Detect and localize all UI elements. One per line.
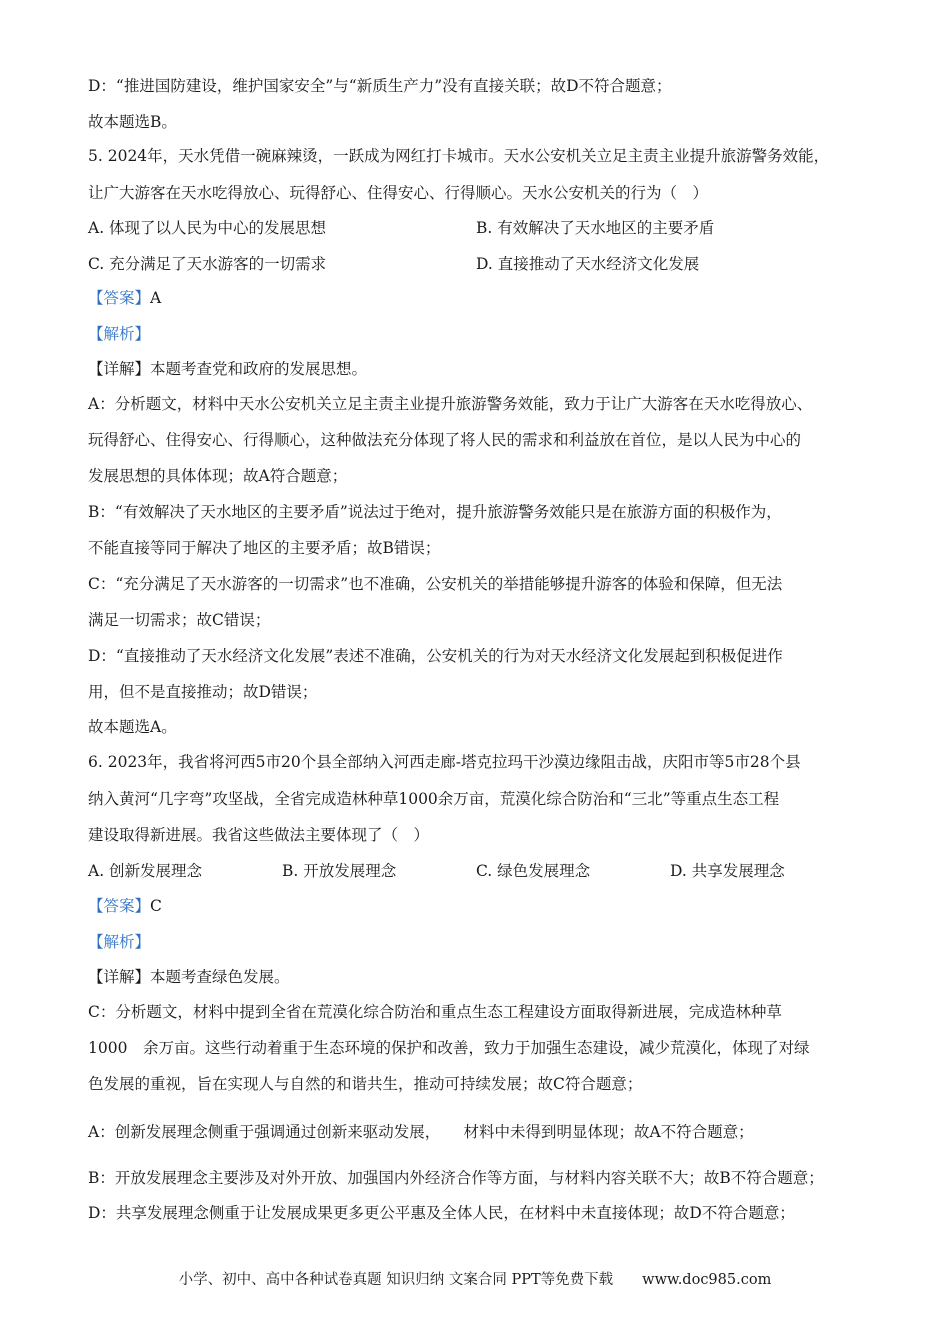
- q6-stem-line-3: 建设取得新进展。我省这些做法主要体现了（ ）: [88, 826, 430, 844]
- q6-detail: [88, 967, 290, 987]
- q5-body-line: B：“有效解决了天水地区的主要矛盾”说法过于绝对，提升旅游警务效能只是在旅游方面的积极作为，: [88, 503, 782, 521]
- prev-conclusion: 故本题选B。: [88, 113, 177, 131]
- q5-body-line: C：“充分满足了天水游客的一切需求”也不准确，公安机关的举措能够提升游客的体验和保障，但无法: [88, 575, 783, 593]
- page-footer: 小学、初中、高中各种试卷真题 知识归纳 文案合同 PPT等免费下载 www.doc985.com: [178, 1272, 772, 1288]
- q5-body-line: 不能直接等同于解决了地区的主要矛盾；故B错误；: [88, 539, 441, 557]
- q5-option-a: A. 体现了以人民为中心的发展思想: [88, 219, 327, 237]
- detail-tag: 【详解】: [88, 968, 151, 986]
- q5-stem-line-2: 让广大游客在天水吃得放心、玩得舒心、住得安心、行得顺心。天水公安机关的行为（ ）: [88, 184, 709, 202]
- q6-body-line: D：共享发展理念侧重于让发展成果更多更公平惠及全体人民，在材料中未直接体现；故D不符合题意；: [88, 1204, 795, 1222]
- q6-stem-line-2: 纳入黄河“几字弯”攻坚战，全省完成造林种草1000余万亩，荒漠化综合防治和“三北”等重点生态工程: [88, 790, 780, 808]
- q5-option-b: B. 有效解决了天水地区的主要矛盾: [476, 219, 715, 237]
- q6-body-line: B：开放发展理念主要涉及对外开放、加强国内外经济合作等方面，与材料内容关联不大；故B不符合题意；: [88, 1169, 824, 1187]
- q6-body-line: C：分析题文，材料中提到全省在荒漠化综合防治和重点生态工程建设方面取得新进展，完成造林种草: [88, 1003, 782, 1021]
- analysis-tag: 【解析】: [88, 933, 151, 951]
- q6-option-b: B. 开放发展理念: [282, 862, 397, 880]
- q6-body-line: A：创新发展理念侧重于强调通过创新来驱动发展， 材料中未得到明显体现；故A不符合题意；: [88, 1123, 754, 1141]
- q6-option-c: C. 绿色发展理念: [476, 862, 591, 880]
- q5-body-line: A：分析题文，材料中天水公安机关立足主责主业提升旅游警务效能，致力于让广大游客在天水吃得放心、: [88, 395, 813, 413]
- q5-option-c: C. 充分满足了天水游客的一切需求: [88, 255, 327, 273]
- q5-option-d: D. 直接推动了天水经济文化发展: [476, 255, 700, 273]
- detail-text: 本题考查党和政府的发展思想。: [150, 360, 368, 378]
- prev-option-d-analysis: D：“推进国防建设，维护国家安全”与“新质生产力”没有直接关联；故D不符合题意；: [88, 77, 672, 95]
- q5-body-line: 发展思想的具体体现；故A符合题意；: [88, 467, 348, 485]
- q6-stem-line-1: 6. 2023年，我省将河西5市20个县全部纳入河西走廊-塔克拉玛干沙漠边缘阻击战，庆阳市等5市28个县: [88, 753, 801, 771]
- q5-body-line: D：“直接推动了天水经济文化发展”表述不准确，公安机关的行为对天水经济文化发展起到积极促进作: [88, 647, 783, 665]
- q5-body-line: 满足一切需求；故C错误；: [88, 611, 271, 629]
- answer-value: C: [150, 897, 162, 915]
- answer-tag: 【答案】: [88, 897, 151, 915]
- detail-text: 本题考查绿色发展。: [150, 968, 290, 986]
- q5-body-line: 用，但不是直接推动；故D错误；: [88, 683, 318, 701]
- q6-option-a: A. 创新发展理念: [88, 862, 203, 880]
- q5-body-line: 玩得舒心、住得安心、行得顺心，这种做法充分体现了将人民的需求和利益放在首位，是以人民为中心的: [88, 431, 802, 449]
- q5-stem-line-1: 5. 2024年，天水凭借一碗麻辣烫，一跃成为网红打卡城市。天水公安机关立足主责主业提升旅游警务效能，: [88, 147, 830, 165]
- q6-analysis-heading: [88, 932, 150, 952]
- answer-value: A: [150, 289, 162, 307]
- answer-tag: 【答案】: [88, 289, 151, 307]
- q5-analysis-heading: [88, 324, 150, 344]
- q5-conclusion: 故本题选A。: [88, 718, 177, 736]
- q6-body-line: 色发展的重视，旨在实现人与自然的和谐共生，推动可持续发展；故C符合题意；: [88, 1075, 643, 1093]
- q6-option-d: D. 共享发展理念: [670, 862, 785, 880]
- detail-tag: 【详解】: [88, 360, 151, 378]
- analysis-tag: 【解析】: [88, 325, 151, 343]
- q5-answer: [88, 288, 161, 308]
- q6-body-line: 1000 余万亩。这些行动着重于生态环境的保护和改善，致力于加强生态建设，减少荒漠化，体现了对绿: [88, 1039, 810, 1057]
- q5-detail: [88, 359, 367, 379]
- q6-answer: [88, 896, 162, 916]
